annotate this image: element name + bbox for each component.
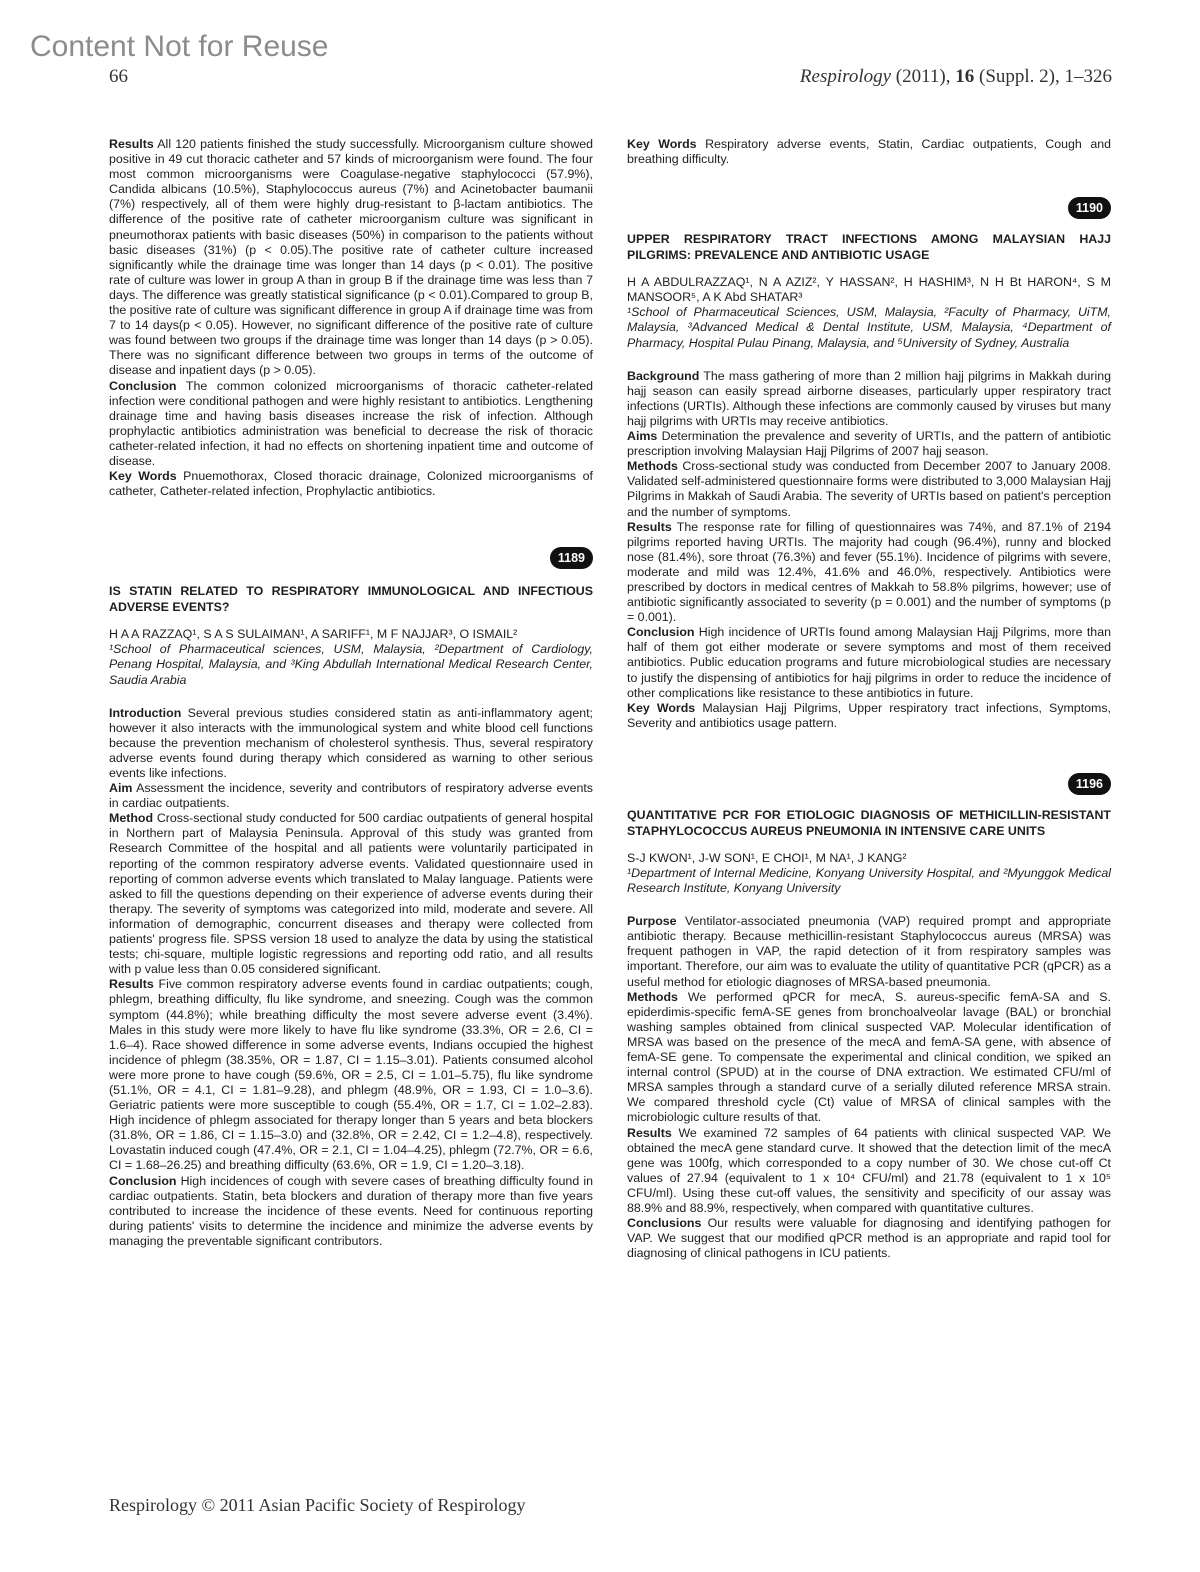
abstract-authors: S-J KWON¹, J-W SON¹, E CHOI¹, M NA¹, J KANG² (627, 850, 907, 865)
abstract-title: UPPER RESPIRATORY TRACT INFECTIONS AMONG MALAYSIAN HAJJ PILGRIMS: PREVALENCE AND ANTIBIOTIC USAGE (627, 232, 1111, 263)
section-text: Malaysian Hajj Pilgrims, Upper respiratory tract infections, Symptoms, Severity and antibiotics usage pattern. (627, 700, 1111, 730)
section-label: Aim (109, 781, 133, 796)
section-text: Cross-sectional study conducted for 500 cardiac outpatients of general hospital in Northern part of Malaysia Peninsula. Approval of this study was granted from Research Committee of the hospital and all patients were voluntarily participated in reporting of the common respiratory adverse events. Validated questionnaire used in reporting of common adverse events which translated to Malay language. Patients were asked to fill the questions depending on their experience of adverse events during their therapy. The severity of symptoms was categorized into mild, moderate and severe. All information of demographic, concurrent diseases and therapy were collected from patients' progress file. SPSS version 18 used to analyze the data by using the statistical tests; chi-square, multiple logistic regressions and reporting odd ratio, and all results with p value less than 0.05 considered significant. (109, 811, 593, 977)
abstract-number-badge: 1190 (1068, 197, 1111, 219)
section-text: Pnuemothorax, Closed thoracic drainage, Colonized microorganisms of catheter, Catheter-related infection, Prophylactic antibiotics. (109, 469, 593, 499)
keywords-paragraph (627, 137, 1111, 167)
section-text: The common colonized microorganisms of thoracic catheter-related infection were conditional pathogen and were highly resistant to antibiotics. Lengthening drainage time and having basis diseases increase the risk of infection. Although prophylactic antibiotics administration was beneficial to decrease the risk of thoracic catheter-related infection, it had no effects on shortening inpatient time and outcome of disease. (109, 378, 593, 468)
results-paragraph (627, 520, 1111, 626)
introduction-paragraph (109, 706, 593, 781)
section-label: Results (627, 1125, 672, 1140)
results-paragraph (627, 1126, 1111, 1217)
section-label: Method (109, 811, 154, 826)
section-label: Key Words (627, 137, 697, 151)
section-label: Methods (627, 459, 678, 474)
section-label: Introduction (109, 705, 182, 720)
running-head (800, 66, 1112, 88)
abstract-number-badge: 1189 (550, 547, 593, 569)
section-text: We examined 72 samples of 64 patients with clinical suspected VAP. We obtained the mecA gene standard curve. It showed that the detection limit of the mecA gene was 100fg, which corresponded to a copy number of 30. We chose cut-off Ct values of 27.94 (equivalent to 1 x 10⁴ CFU/ml) and 21.78 (equivalent to 1 x 10⁵ CFU/ml). Using these cut-off values, the sensitivity and specificity of our assay was 88.9% and 88.9%, respectively, when compared with quantitative cultures. (627, 1125, 1111, 1215)
conclusion-paragraph (109, 379, 593, 470)
left-column (109, 137, 593, 1249)
abstract-badge-row (627, 771, 1111, 797)
section-text: Our results were valuable for diagnosing and identifying pathogen for VAP. We suggest that our modified qPCR method is an appropriate and rapid tool for diagnosing of clinical pathogens in ICU patients. (627, 1216, 1111, 1261)
section-text: All 120 patients finished the study successfully. Microorganism culture showed positive in 49 cut thoracic catheter and 57 kinds of microorganism were found. The four most common microorganisms were Coagulase-negative staphylococci (57.9%), Candida albicans (10.5%), Staphylococcus aureus (7%) and Acinetobacter baumanii (7%) respectively, all of them were highly drug-resistant to β-lactam antibiotics. The difference of the positive rate of catheter microorganism culture was significant in pneumothorax patients with basic diseases (50%) in comparison to the patients without basic diseases (31%) (p < 0.05).The positive rate of catheter culture increased significantly while the drainage time was longer than 14 days (p < 0.01). The positive rate of culture was lower in group A than in group B if the drainage time was less than 7 days. The difference was greatly statistical significance (p < 0.01).Compared to group B, the positive rate of culture was significant difference in group A if drainage time was from 7 to 14 days(p < 0.05). However, no significant difference of the positive rate of culture was found between two groups if the drainage time was longer than 14 days (p > 0.05). There was no significant difference between two groups in terms of the outcome of disease and inpatient days (p > 0.05). (109, 137, 593, 378)
section-label: Conclusion (109, 378, 177, 393)
journal-issue-pages: (Suppl. 2), 1–326 (979, 66, 1112, 87)
section-text: Assessment the incidence, severity and contributors of respiratory adverse events in cardiac outpatients. (109, 781, 593, 811)
section-text: Determination the prevalence and severity of URTIs, and the pattern of antibiotic prescription involving Malaysian Hajj Pilgrims of 2007 hajj season. (627, 429, 1111, 459)
section-text: We performed qPCR for mecA, S. aureus-specific femA-SA and S. epiderdimis-specific femA-SE genes from bronchoalveolar lavage (BAL) or bronchial washing samples obtained from clinical suspected VAP. Molecular identification of MRSA was based on the presence of the mecA and femA-SA gene, with absence of femA-SE gene. To compensate the experimental and clinical condition, we spiked an internal control (SPUD) at in the course of DNA extraction. We estimated CFU/ml of MRSA samples through a standard curve of a serially diluted reference MRSA strain. We compared threshold cycle (Ct) value of MRSA of clinical samples with the microbiologic culture results of that. (627, 989, 1111, 1125)
section-text: Respiratory adverse events, Statin, Cardiac outpatients, Cough and breathing difficulty. (627, 137, 1111, 167)
section-label: Conclusion (627, 625, 695, 640)
section-text: The response rate for filling of questionnaires was 74%, and 87.1% of 2194 pilgrims reported having URTIs. The majority had cough (96.4%), runny and blocked nose (81.4%), sore throat (76.3%) and fever (55.1%). Incidence of pilgrims with severe, moderate and mild was 12.4%, 41.6% and 46.0%, respectively. Antibiotics were prescribed by doctors in medical centres of Makkah to 58.8% pilgrims, however; use of antibiotic significantly associated to severity (p = 0.001) and the number of symptoms (p = 0.001). (627, 519, 1112, 625)
methods-paragraph (627, 459, 1111, 519)
abstract-number-badge: 1196 (1068, 773, 1111, 795)
keywords-paragraph (627, 701, 1111, 731)
keywords-paragraph (109, 469, 593, 499)
section-label: Conclusion (109, 1173, 177, 1188)
aims-paragraph (627, 429, 1111, 459)
abstract-title: QUANTITATIVE PCR FOR ETIOLOGIC DIAGNOSIS OF METHICILLIN-RESISTANT STAPHYLOCOCCUS AUREUS PNEUMONIA IN INTENSIVE CARE UNITS (627, 807, 1111, 838)
journal-name: Respirology (799, 66, 892, 87)
conclusions-paragraph (627, 1216, 1111, 1261)
section-text: The mass gathering of more than 2 million hajj pilgrims in Makkah during hajj season can easily spread airborne diseases, particularly upper respiratory tract infections (URTIs). Although these infections are commonly caused by viruses but many hajj pilgrims with URTIs may receive antibiotics. (627, 368, 1112, 428)
results-paragraph (109, 137, 593, 379)
watermark: Content Not for Reuse (30, 30, 329, 63)
conclusion-paragraph (109, 1174, 593, 1249)
abstract-affiliations: ¹School of Pharmaceutical Sciences, USM, Malaysia, ²Faculty of Pharmacy, UiTM, Malaysia, ³Advanced Medical & Dental Institute, USM, Malaysia, ⁴Department of Pharmacy, Hospital Pulau Pinang, Malaysia, and ⁵University of Sydney, Australia (627, 305, 1111, 350)
abstract-badge-row (109, 545, 593, 571)
journal-year: (2011), (895, 66, 951, 87)
purpose-paragraph (627, 914, 1111, 989)
section-label: Purpose (627, 914, 677, 929)
section-text: Several previous studies considered statin as anti-inflammatory agent; however it also interacts with the immunological system and white blood cell functions because the prevention mechanism of cholesterol synthesis. Thus, several respiratory adverse events found during therapy which considered as warning to other serious events like infections. (109, 705, 593, 780)
methods-paragraph (627, 990, 1111, 1126)
abstract-badge-row (627, 195, 1111, 221)
section-label: Results (627, 519, 672, 534)
aim-paragraph (109, 781, 593, 811)
journal-volume: 16 (955, 66, 975, 87)
page-footer: Respirology © 2011 Asian Pacific Society of Respirology (109, 1495, 526, 1515)
section-label: Key Words (627, 700, 696, 715)
section-text: Cross-sectional study was conducted from December 2007 to January 2008. Validated self-administered questionnaire forms were distributed to 3,000 Malaysian Hajj Pilgrims in Makkah of Saudi Arabia. The severity of URTIs based on patient's perception and the number of symptoms. (627, 459, 1111, 519)
method-paragraph (109, 811, 593, 977)
background-paragraph (627, 369, 1111, 429)
abstract-affiliations: ¹Department of Internal Medicine, Konyang University Hospital, and ²Myunggok Medical Research Institute, Konyang University (627, 866, 1111, 896)
section-label: Results (109, 977, 154, 992)
section-label: Results (109, 137, 154, 151)
section-label: Aims (627, 429, 658, 444)
right-column (627, 137, 1111, 1261)
section-label: Background (627, 368, 700, 383)
abstract-affiliations: ¹School of Pharmaceutical sciences, USM, Malaysia, ²Department of Cardiology, Penang Hospital, Malaysia, and ³King Abdullah International Medical Research Center, Saudia Arabia (109, 642, 593, 687)
abstract-title: IS STATIN RELATED TO RESPIRATORY IMMUNOLOGICAL AND INFECTIOUS ADVERSE EVENTS? (109, 584, 593, 615)
section-label: Key Words (109, 469, 177, 484)
section-label: Methods (627, 989, 678, 1004)
abstract-authors: H A A RAZZAQ¹, S A S SULAIMAN¹, A SARIFF¹, M F NAJJAR³, O ISMAIL² (109, 627, 518, 642)
section-label: Conclusions (627, 1216, 702, 1231)
conclusion-paragraph (627, 625, 1111, 700)
abstract-authors: H A ABDULRAZZAQ¹, N A AZIZ², Y HASSAN², H HASHIM³, N H Bt HARON⁴, S M MANSOOR⁵, A K Abd SHATAR³ (627, 275, 1111, 305)
results-paragraph (109, 977, 593, 1173)
section-text: Five common respiratory adverse events found in cardiac outpatients; cough, phlegm, breathing difficulty, flu like syndrome, and sneezing. Cough was the common symptom (44.8%); while breathing difficulty the most severe adverse event (3.4%). Males in this study were more likely to have flu like syndrome (33.3%, OR = 2.6, CI = 1.6–4). Race showed difference in some adverse events, Indians occupied the highest incidence of phlegm (38.35%, OR = 1.87, CI = 1.15–3.01). Patients consumed alcohol were more prone to have cough (59.6%, OR = 2.5, CI = 1.01–5.75), flu like syndrome (51.1%, OR = 4.1, CI = 1.81–9.28), and phlegm (48.9%, OR = 1.93, CI = 1.0–3.6). Geriatric patients were more susceptible to cough (55.4%, OR = 1.7, CI = 1.02–2.83). High incidence of phlegm associated for therapy longer than 5 years and beta blockers (31.8%, OR = 1.86, CI = 1.15–3.0) and (32.8%, OR = 2.42, CI = 1.2–4.8), respectively. Lovastatin induced cough (47.4%, OR = 2.1, CI = 1.04–4.25), phlegm (72.7%, OR = 6.6, CI = 1.68–26.25) and breathing difficulty (63.6%, OR = 1.9, CI = 1.20–3.18). (109, 977, 593, 1173)
section-text: High incidences of cough with severe cases of breathing difficulty found in cardiac outpatients. Statin, beta blockers and duration of therapy more than five years contributed to increase the incidence of these events. Need for continuous reporting during patients' visits to determine the incidence and minimize the adverse events by managing the preventable significant contributors. (109, 1173, 593, 1248)
section-text: High incidence of URTIs found among Malaysian Hajj Pilgrims, more than half of them got either moderate or severe symptoms and most of them received antibiotics. Public education programs and future microbiological studies are necessary to justify the dispensing of antibiotics for hajj pilgrims in order to reduce the incidence of other complications like resistance to these antibiotics in future. (627, 625, 1111, 700)
section-text: Ventilator-associated pneumonia (VAP) required prompt and appropriate antibiotic therapy. Because methicillin-resistant Staphylococcus aureus (MRSA) was frequent pathogen in VAP, the rapid detection of it from respiratory samples was important. Therefore, our aim was to evaluate the utility of quantitative PCR (qPCR) as a useful method for etiologic diagnoses of MRSA-based pneumonia. (627, 914, 1111, 989)
page-number: 66 (109, 66, 128, 87)
